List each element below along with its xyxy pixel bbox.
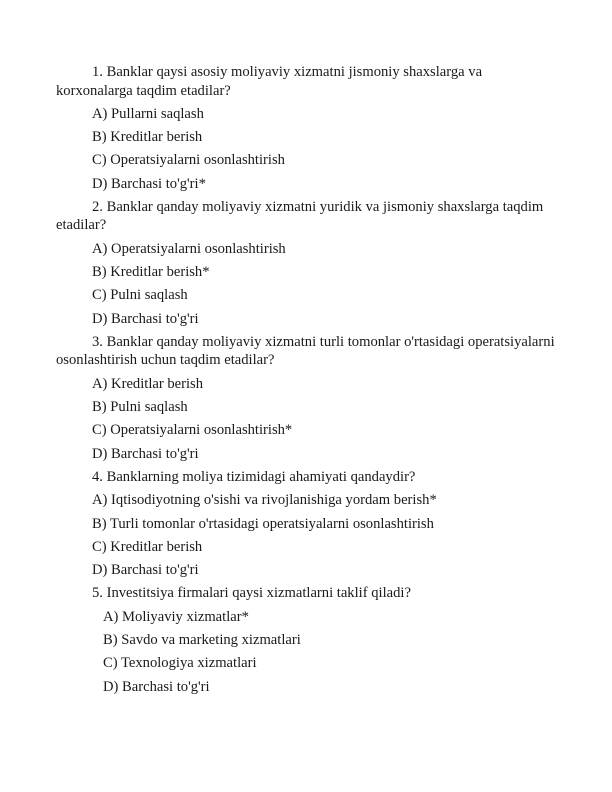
- answer-option: A) Kreditlar berish: [92, 375, 204, 392]
- question-text: 3. Banklar qanday moliyaviy xizmatni turli tomonlar o'rtasidagi operatsiyalarni osonlashtirish uchun taqdim etadilar?: [56, 333, 555, 369]
- question-block-5: [56, 584, 556, 696]
- answer-option: C) Kreditlar berish: [92, 538, 203, 555]
- answer-option: D) Barchasi to'g'ri: [92, 562, 199, 579]
- question-text: 4. Banklarning moliya tizimidagi ahamiyati qandaydir?: [92, 468, 416, 485]
- answer-option: A) Pullarni saqlash: [92, 105, 204, 122]
- answer-option-correct: D) Barchasi to'g'ri*: [92, 175, 206, 192]
- answer-option-correct: A) Iqtisodiyotning o'sishi va rivojlanishiga yordam berish*: [92, 492, 437, 509]
- answer-option: C) Pulni saqlash: [92, 287, 188, 304]
- answer-option-correct: B) Kreditlar berish*: [92, 264, 210, 281]
- answer-option: A) Operatsiyalarni osonlashtirish: [92, 240, 286, 257]
- question-block-1: [56, 63, 556, 193]
- answer-option: D) Barchasi to'g'ri: [92, 310, 199, 327]
- answer-option: B) Pulni saqlash: [92, 399, 188, 416]
- answer-option-correct: C) Operatsiyalarni osonlashtirish*: [92, 422, 293, 439]
- answer-option: B) Kreditlar berish: [92, 129, 203, 146]
- question-block-2: [56, 198, 556, 328]
- question-block-4: [56, 468, 556, 580]
- answer-option-correct: A) Moliyaviy xizmatlar*: [103, 608, 249, 625]
- answer-option: C) Operatsiyalarni osonlashtirish: [92, 152, 285, 169]
- answer-option: B) Savdo va marketing xizmatlari: [103, 632, 301, 649]
- question-text: 5. Investitsiya firmalari qaysi xizmatlarni taklif qiladi?: [92, 585, 411, 602]
- answer-option: C) Texnologiya xizmatlari: [103, 655, 257, 672]
- document-page: [56, 63, 556, 701]
- question-block-3: [56, 333, 556, 463]
- answer-option: D) Barchasi to'g'ri: [92, 445, 199, 462]
- question-text: 2. Banklar qanday moliyaviy xizmatni yuridik va jismoniy shaxslarga taqdim etadilar?: [56, 198, 544, 234]
- answer-option: D) Barchasi to'g'ri: [103, 678, 210, 695]
- question-text: 1. Banklar qaysi asosiy moliyaviy xizmatni jismoniy shaxslarga va korxonalarga taqdim etadilar?: [56, 64, 483, 99]
- answer-option: B) Turli tomonlar o'rtasidagi operatsiyalarni osonlashtirish: [92, 515, 434, 532]
